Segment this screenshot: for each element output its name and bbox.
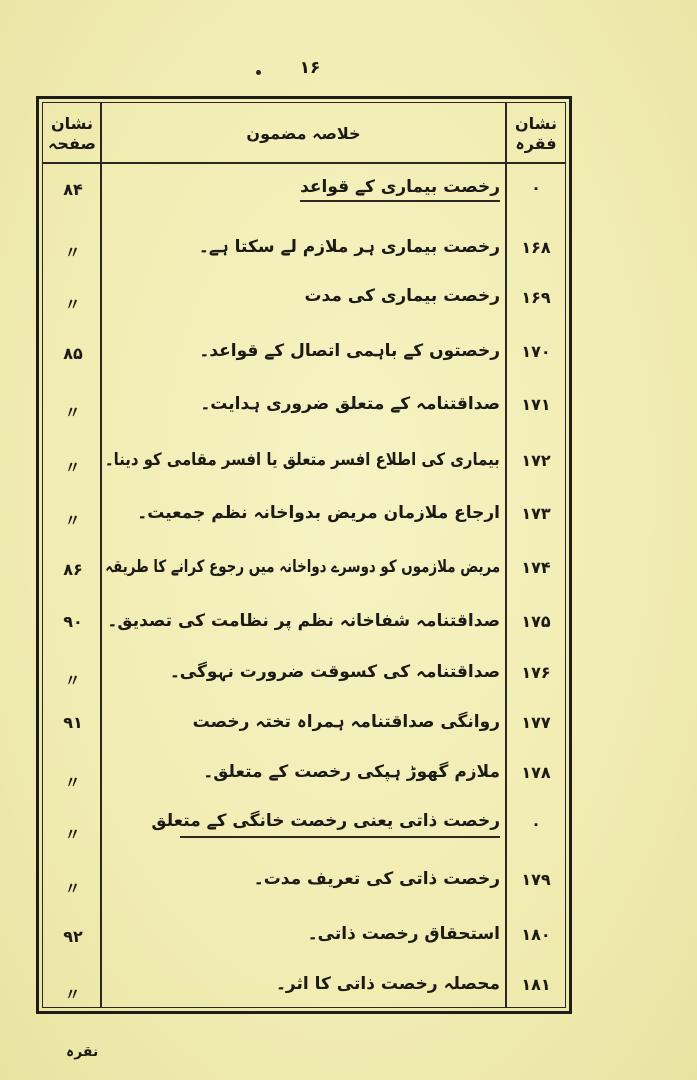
row-page-number: 〃 [64,403,82,422]
row-para-number: ۱۷۵ [521,612,551,631]
section-underline [180,836,500,838]
column-divider-page [100,102,102,1008]
row-page-number: ۸۵ [63,344,83,363]
row-subject: رخصت ذاتی کی تعریف مدت۔ [253,869,500,889]
row-para-number: ۱۷۳ [521,504,551,523]
row-page-number: ۹۰ [63,612,83,631]
row-subject: ملازم گھوڑ ہپکی رخصت کے متعلق۔ [203,762,500,782]
row-subject: بیماری کی اطلاع افسر متعلق یا افسر مقامی کو دینا۔ [105,450,500,470]
row-para-number: ۱۷۶ [521,663,551,682]
page-number: ۱۶ [299,58,321,78]
row-page-number: 〃 [64,295,82,314]
row-para-number: ۱۷۰ [521,342,551,361]
row-para-number: ۰ [531,178,541,197]
row-para-number: ۱۸۰ [521,925,551,944]
row-para-number: ۱۷۴ [521,558,551,577]
row-page-number: 〃 [64,243,82,262]
column-divider-para [505,102,507,1008]
row-para-number: ۱۷۹ [521,870,551,889]
row-para-number: ۱۷۱ [521,395,551,414]
row-para-number: ۰ [531,814,541,833]
row-subject: مریض ملازموں کو دوسرے دواخانہ میں رجوع کرانے کا طریقہ [105,557,500,577]
row-page-number: 〃 [64,773,82,792]
section-underline [300,200,500,202]
row-para-number: ۱۷۲ [521,451,551,470]
ink-dot [256,70,261,75]
header-page-column: نشان صفحہ [48,114,96,153]
row-subject: رخصتوں کے باہمی اتصال کے قواعد۔ [199,341,500,361]
row-page-number: 〃 [64,458,82,477]
row-subject: استحقاق رخصت ذاتی۔ [307,924,500,944]
header-subject-column: خلاصہ مضمون [246,124,361,143]
row-subject: ارجاع ملازمان مریض بدواخانہ نظم جمعیت۔ [137,503,500,523]
row-para-number: ۱۷۷ [521,713,551,732]
header-para-column: نشان فقرہ [515,114,557,153]
row-page-number: 〃 [64,671,82,690]
row-page-number: 〃 [64,985,82,1004]
row-page-number: ۹۲ [63,927,83,946]
row-para-number: ۱۸۱ [521,975,551,994]
row-subject: روانگی صداقتنامہ ہمراہ تختہ رخصت [192,712,500,732]
row-subject: صداقتنامہ کے متعلق ضروری ہدایت۔ [200,394,500,414]
row-page-number: ۸۴ [63,180,83,199]
row-page-number: 〃 [64,879,82,898]
row-page-number: 〃 [64,825,82,844]
header-rule [42,162,566,164]
row-para-number: ۱۶۹ [521,288,551,307]
row-subject: صداقتنامہ کی کسوقت ضرورت نہوگی۔ [169,662,500,682]
row-page-number: ۸۶ [63,560,83,579]
row-subject: صداقتنامہ شفاخانہ نظم پر نظامت کی تصدیق۔ [107,611,500,631]
row-subject: رخصت بیماری کی مدت [304,286,500,306]
row-subject: محصلہ رخصت ذاتی کا اثر۔ [275,974,500,994]
row-para-number: ۱۷۸ [521,763,551,782]
row-para-number: ۱۶۸ [521,238,551,257]
row-subject: رخصت ذاتی یعنی رخصت خانگی کے متعلق [151,811,500,831]
row-subject: رخصت بیماری ہر ملازم لے سکتا ہے۔ [198,237,500,257]
row-subject: رخصت بیماری کے قواعد [300,177,500,197]
footer-catchword: نقرہ [66,1044,99,1060]
row-page-number: ۹۱ [63,713,83,732]
row-page-number: 〃 [64,511,82,530]
